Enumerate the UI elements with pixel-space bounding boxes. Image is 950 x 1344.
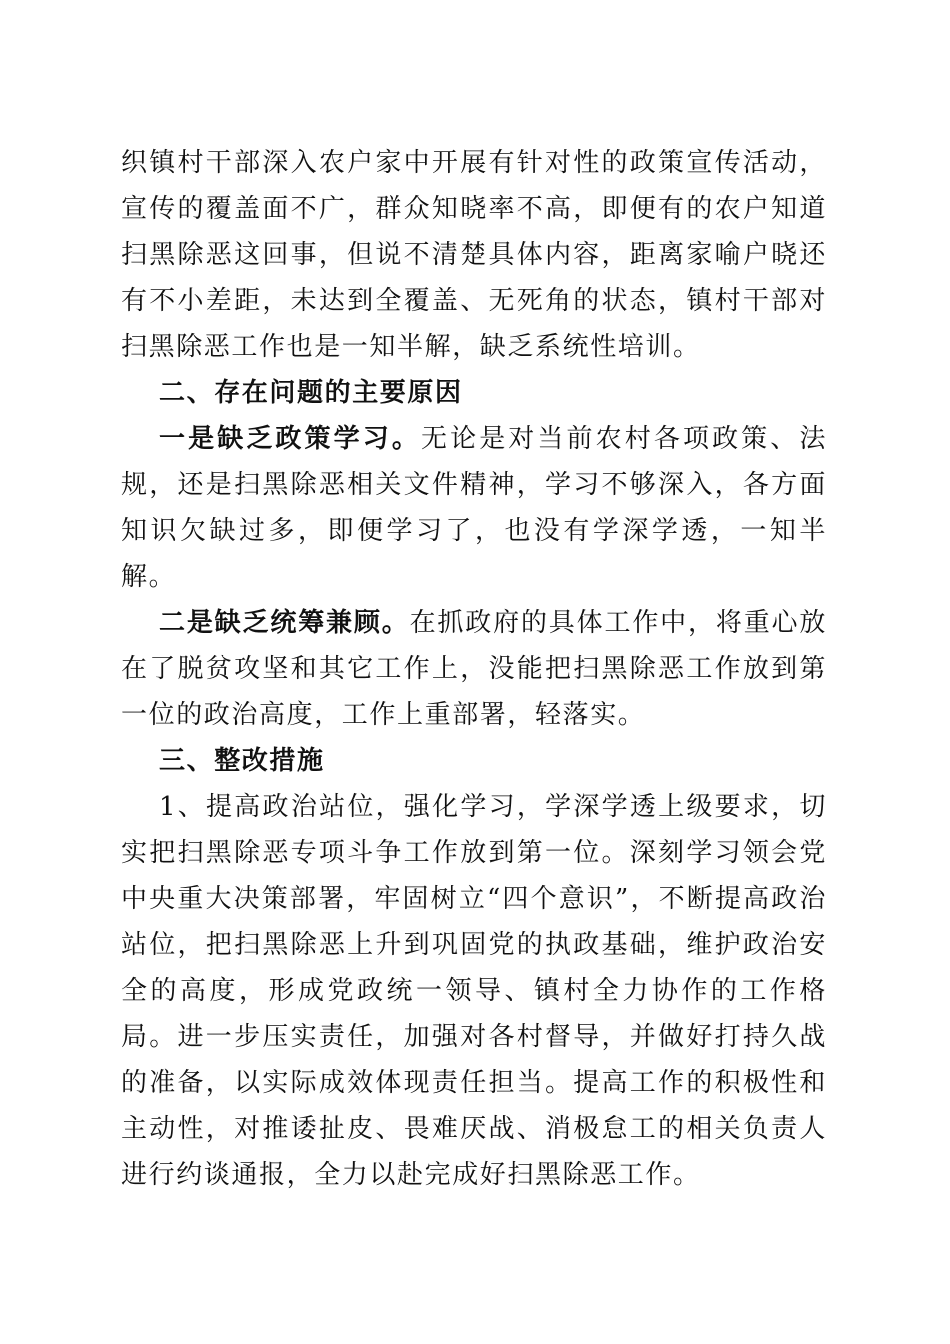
document-body xyxy=(121,140,827,1198)
paragraph-lead: 一是缺乏政策学习。 xyxy=(159,424,421,454)
paragraph-lead: 二是缺乏统筹兼顾。 xyxy=(159,608,410,638)
paragraph-text: 在抓政府的具体工作中，将重心放在了脱贫攻坚和其它工作上，没能把扫黑除恶工作放到第一位的政治高度，工作上重部署，轻落实。 xyxy=(121,608,827,730)
cause-paragraph-2 xyxy=(121,600,827,738)
paragraph-text: 无论是对当前农村各项政策、法规，还是扫黑除恶相关文件精神，学习不够深入，各方面知识欠缺过多，即便学习了，也没有学深学透，一知半解。 xyxy=(121,424,827,592)
measure-paragraph-1 xyxy=(121,784,827,1198)
section-heading-causes xyxy=(121,370,827,416)
paragraph-text: 织镇村干部深入农户家中开展有针对性的政策宣传活动，宣传的覆盖面不广，群众知晓率不高，即便有的农户知道扫黑除恶这回事，但说不清楚具体内容，距离家喻户晓还有不小差距，未达到全覆盖、无死角的状态，镇村干部对扫黑除恶工作也是一知半解，缺乏系统性培训。 xyxy=(121,148,827,362)
continuation-paragraph xyxy=(121,140,827,370)
heading-text: 三、整改措施 xyxy=(159,746,325,776)
paragraph-text: 1、提高政治站位，强化学习，学深学透上级要求，切实把扫黑除恶专项斗争工作放到第一位。深刻学习领会党中央重大决策部署，牢固树立“四个意识”，不断提高政治站位，把扫黑除恶上升到巩固党的执政基础，维护政治安全的高度，形成党政统一领导、镇村全力协作的工作格局。进一步压实责任，加强对各村督导，并做好打持久战的准备，以实际成效体现责任担当。提高工作的积极性和主动性，对推诿扯皮、畏难厌战、消极怠工的相关负责人进行约谈通报，全力以赴完成好扫黑除恶工作。 xyxy=(121,792,827,1190)
section-heading-measures xyxy=(121,738,827,784)
heading-text: 二、存在问题的主要原因 xyxy=(159,378,463,408)
cause-paragraph-1 xyxy=(121,416,827,600)
